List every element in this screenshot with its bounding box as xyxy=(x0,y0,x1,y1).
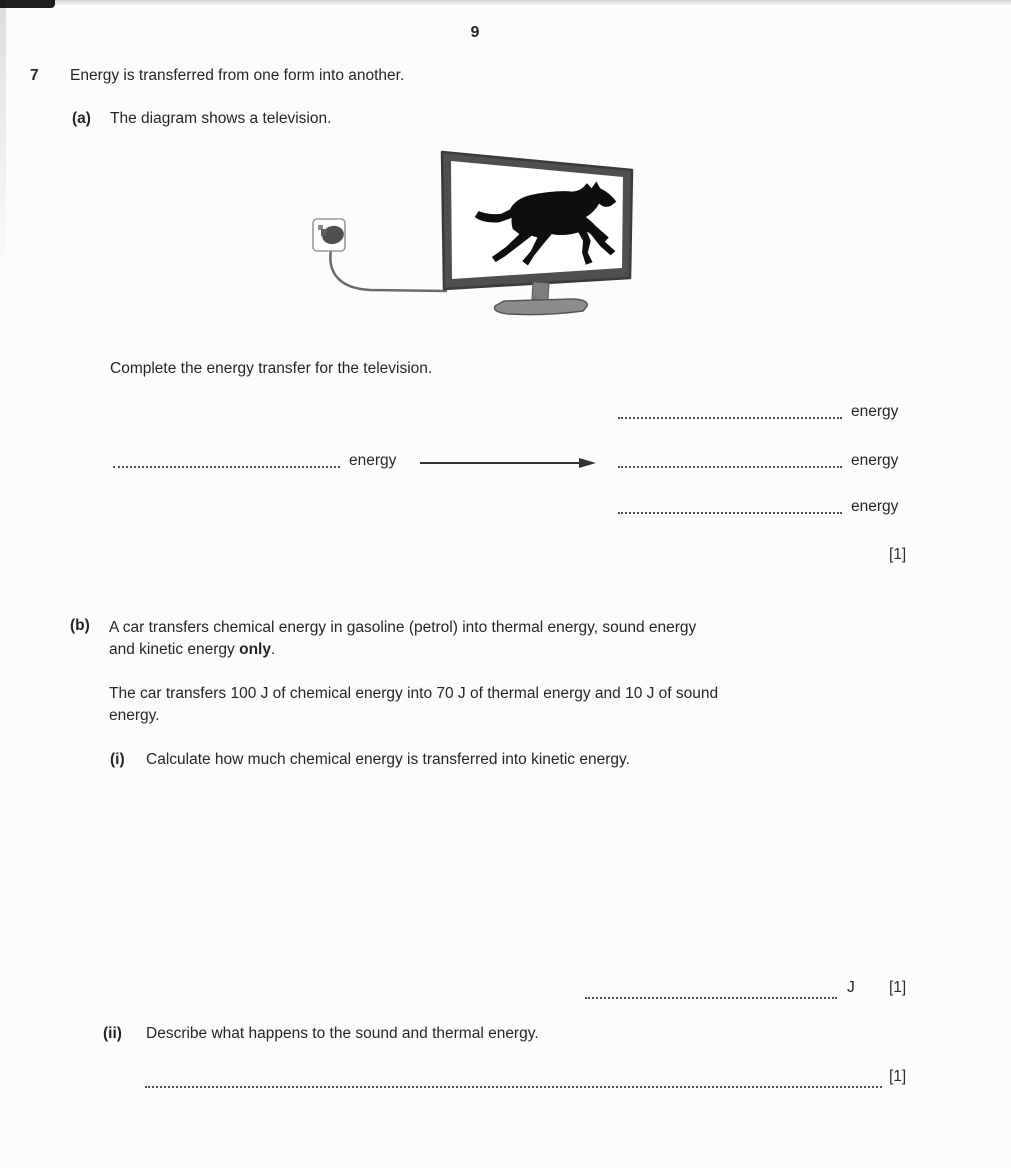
energy-output-label-2: energy xyxy=(851,452,899,469)
part-b-intro-line-2-suffix: . xyxy=(270,641,276,658)
part-a-label: (a) xyxy=(72,110,91,127)
scan-artifact-top-stripe xyxy=(0,0,1011,5)
scan-artifact-left-edge xyxy=(0,0,6,280)
part-b-intro xyxy=(109,617,696,661)
question-intro: Energy is transferred from one form into another. xyxy=(70,67,405,84)
part-a-marks: [1] xyxy=(889,546,907,563)
energy-output-blank-3[interactable] xyxy=(618,499,842,514)
answer-blank-part-i[interactable] xyxy=(585,984,837,999)
part-b-detail xyxy=(109,683,718,727)
tv-stand xyxy=(495,282,588,315)
energy-output-row-2 xyxy=(618,452,898,470)
scan-artifact-corner-bar xyxy=(0,0,55,8)
part-ii-text: Describe what happens to the sound and thermal energy. xyxy=(146,1025,539,1042)
part-b-detail-line-2: energy. xyxy=(109,707,160,724)
part-b-label: (b) xyxy=(70,617,90,634)
part-i-unit-label: J xyxy=(847,979,855,996)
page-number: 9 xyxy=(470,24,480,41)
energy-input-blank[interactable] xyxy=(113,453,340,468)
energy-output-label-1: energy xyxy=(851,403,899,420)
tv-diagram xyxy=(290,140,670,320)
part-b-intro-line-1: A car transfers chemical energy in gasoline (petrol) into thermal energy, sound energy xyxy=(109,619,697,636)
part-b-detail-line-1: The car transfers 100 J of chemical energy into 70 J of thermal energy and 10 J of sound xyxy=(109,685,719,702)
part-b-intro-line-2 xyxy=(109,639,696,661)
energy-output-blank-2[interactable] xyxy=(618,453,842,468)
power-cable-icon xyxy=(330,244,447,291)
energy-output-label-3: energy xyxy=(851,498,899,515)
part-i-label: (i) xyxy=(110,751,125,768)
part-ii-marks: [1] xyxy=(889,1068,907,1085)
energy-output-row-3 xyxy=(618,498,898,516)
part-a-instruction: Complete the energy transfer for the television. xyxy=(110,360,433,377)
answer-blank-part-ii[interactable] xyxy=(145,1073,882,1088)
transfer-arrow-icon xyxy=(418,455,598,471)
energy-input-row xyxy=(113,452,396,470)
part-b-intro-line-2-bold: only xyxy=(239,641,271,658)
part-i-marks: [1] xyxy=(889,979,907,996)
part-i-text: Calculate how much chemical energy is transferred into kinetic energy. xyxy=(146,751,630,768)
energy-output-blank-1[interactable] xyxy=(618,404,842,419)
question-number: 7 xyxy=(30,67,39,84)
part-a-text: The diagram shows a television. xyxy=(110,110,332,127)
part-b-intro-line-2-prefix: and kinetic energy xyxy=(109,641,240,658)
part-ii-label: (ii) xyxy=(103,1025,122,1042)
energy-input-label: energy xyxy=(349,452,397,469)
television-icon xyxy=(442,152,632,315)
energy-output-row-1 xyxy=(618,403,898,421)
